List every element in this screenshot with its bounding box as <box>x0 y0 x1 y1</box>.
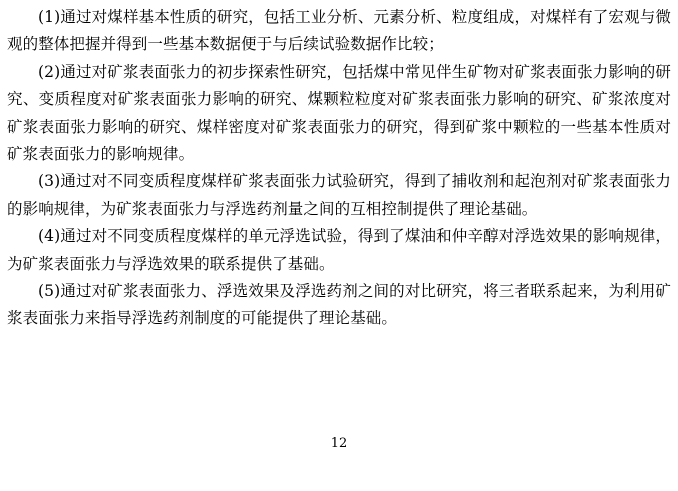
paragraph-5: (5)通过对矿浆表面张力、浮选效果及浮选药剂之间的对比研究，将三者联系起来，为利用矿浆表面张力来指导浮选药剂制度的可能提供了理论基础。 <box>7 282 671 328</box>
paragraph-4: (4)通过对不同变质程度煤样的单元浮选试验，得到了煤油和仲辛醇对浮选效果的影响规律，为矿浆表面张力与浮选效果的联系提供了基础。 <box>7 227 671 273</box>
conclusions-list <box>7 4 671 333</box>
paragraph-1: (1)通过对煤样基本性质的研究，包括工业分析、元素分析、粒度组成，对煤样有了宏观与微观的整体把握并得到一些基本数据便于与后续试验数据作比较； <box>7 8 671 54</box>
page-number: 12 <box>330 436 348 451</box>
paragraph-2: (2)通过对矿浆表面张力的初步探索性研究，包括煤中常见伴生矿物对矿浆表面张力影响的研究、变质程度对矿浆表面张力影响的研究、煤颗粒粒度对矿浆表面张力影响的研究、矿浆浓度对矿浆表面张力影响的研究、煤样密度对矿浆表面张力的研究，得到矿浆中颗粒的一些基本性质对矿浆表面张力的影响规律。 <box>7 62 671 164</box>
paragraph-3: (3)通过对不同变质程度煤样矿浆表面张力试验研究，得到了捕收剂和起泡剂对矿浆表面张力的影响规律，为矿浆表面张力与浮选药剂量之间的互相控制提供了理论基础。 <box>7 172 671 218</box>
